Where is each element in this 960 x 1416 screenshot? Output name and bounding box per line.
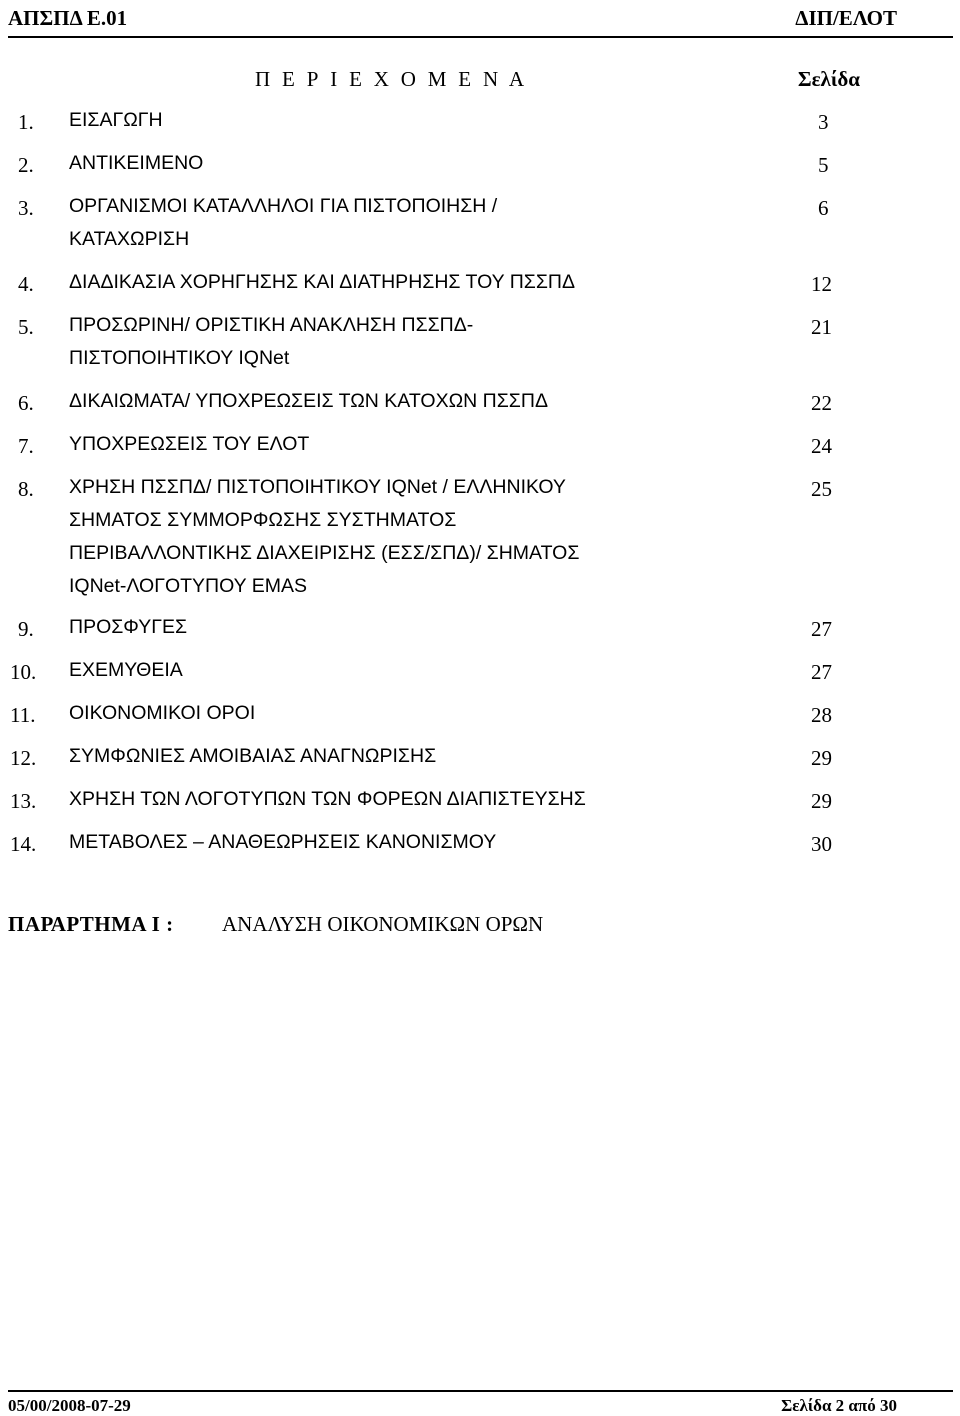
toc-entry-number: 3. [18,196,34,220]
toc-entry-title [69,471,709,603]
toc-entry-page: 24 [811,434,832,458]
toc-entry-number: 10. [10,660,37,684]
toc-entry-title-line: ΠΡΟΣΦΥΓΕΣ [69,616,188,638]
toc-entry-page: 5 [818,153,829,177]
appendix-label: ΠΑΡΑΡΤΗΜΑ Ι : [8,912,174,936]
page-number: Σελίδα 2 από 30 [781,1396,897,1415]
appendix-entry [8,912,544,937]
toc-entry-title-line: ΧΡΗΣΗ ΤΩΝ ΛΟΓΟΤΥΠΩΝ ΤΩΝ ΦΟΡΕΩΝ ΔΙΑΠΙΣΤΕΥΣΗΣ [69,788,586,810]
toc-entry-page: 12 [811,272,832,296]
toc-entry-title-line: ΧΡΗΣΗ ΠΣΣΠΔ/ ΠΙΣΤΟΠΟΙΗΤΙΚΟΥ IQNet / ΕΛΛΗΝΙΚΟΥ [69,476,566,498]
toc-entry-number: 5. [18,315,34,339]
toc-entry-page: 30 [811,832,832,856]
toc-entry-number: 6. [18,391,34,415]
toc-entry-title [69,428,709,461]
toc-entry-title [69,385,709,418]
toc-entry-title-line: ΣΥΜΦΩΝΙΕΣ ΑΜΟΙΒΑΙΑΣ ΑΝΑΓΝΩΡΙΣΗΣ [69,745,437,767]
toc-entry-title [69,697,709,730]
toc-entry-title [69,147,709,180]
toc-title: Π Ε Ρ Ι Ε Χ Ο Μ Ε Ν Α [255,67,528,91]
toc-entry-title-line: IQNet-ΛΟΓΟΤΥΠΟΥ EMAS [69,575,307,597]
document-code: ΑΠΣΠΔ Ε.01 [8,6,128,30]
toc-entry-title-line: ΠΡΟΣΩΡΙΝΗ/ ΟΡΙΣΤΙΚΗ ΑΝΑΚΛΗΣΗ ΠΣΣΠΔ- [69,314,474,336]
issuer-code: ΔΙΠ/ΕΛΟΤ [795,6,897,30]
toc-entry-title-line: ΔΙΚΑΙΩΜΑΤΑ/ ΥΠΟΧΡΕΩΣΕΙΣ ΤΩΝ ΚΑΤΟΧΩΝ ΠΣΣΠΔ [69,390,548,412]
appendix-title: ΑΝΑΛΥΣΗ ΟΙΚΟΝΟΜΙΚΩΝ ΟΡΩΝ [222,912,544,936]
toc-entry-title [69,266,709,299]
toc-entry-number: 7. [18,434,34,458]
toc-entry-title-line: ΔΙΑΔΙΚΑΣΙΑ ΧΟΡΗΓΗΣΗΣ ΚΑΙ ΔΙΑΤΗΡΗΣΗΣ ΤΟΥ ΠΣΣΠΔ [69,271,576,293]
toc-entry-title [69,740,709,773]
toc-entry-number: 12. [10,746,37,770]
toc-entry-title-line: ΜΕΤΑΒΟΛΕΣ – ΑΝΑΘΕΩΡΗΣΕΙΣ ΚΑΝΟΝΙΣΜΟΥ [69,831,497,853]
toc-entry-title-line: ΚΑΤΑΧΩΡΙΣΗ [69,228,190,250]
toc-entry-number: 13. [10,789,37,813]
page-header [8,6,953,38]
toc-entry-number: 8. [18,477,34,501]
toc-entry-page: 25 [811,477,832,501]
toc-entry-title [69,783,709,816]
toc-entry-title-line: ΕΙΣΑΓΩΓΗ [69,109,163,131]
toc-entry-title-line: ΟΙΚΟΝΟΜΙΚΟΙ ΟΡΟΙ [69,702,256,724]
toc-entry-page: 6 [818,196,829,220]
footer-date: 05/00/2008-07-29 [8,1396,131,1415]
page-footer [8,1390,953,1415]
toc-entry-page: 27 [811,660,832,684]
toc-entry-page: 29 [811,746,832,770]
toc-entry-title-line: ΠΕΡΙΒΑΛΛΟΝΤΙΚΗΣ ΔΙΑΧΕΙΡΙΣΗΣ (ΕΣΣ/ΣΠΔ)/ ΣΗΜΑΤΟΣ [69,542,580,564]
toc-entry-number: 2. [18,153,34,177]
toc-entry-number: 4. [18,272,34,296]
toc-entry-title [69,104,709,137]
toc-entry-title [69,190,709,256]
toc-entry-page: 29 [811,789,832,813]
toc-entry-title-line: ΟΡΓΑΝΙΣΜΟΙ ΚΑΤΑΛΛΗΛΟΙ ΓΙΑ ΠΙΣΤΟΠΟΙΗΣΗ / [69,195,498,217]
toc-entry-title [69,826,709,859]
toc-entry-title-line: ΠΙΣΤΟΠΟΙΗΤΙΚΟΥ IQNet [69,347,290,369]
toc-entry-title-line: ΑΝΤΙΚΕΙΜΕΝΟ [69,152,204,174]
toc-entry-title-line: ΕΧΕΜΥΘΕΙΑ [69,659,183,681]
toc-entry-title-line: ΥΠΟΧΡΕΩΣΕΙΣ ΤΟΥ ΕΛΟΤ [69,433,310,455]
toc-entry-number: 1. [18,110,34,134]
toc-page-heading: Σελίδα [797,67,860,91]
toc-entry-page: 22 [811,391,832,415]
toc-entry-page: 27 [811,617,832,641]
toc-entry-title [69,654,709,687]
toc-entry-title [69,611,709,644]
toc-entry-page: 21 [811,315,832,339]
toc-entry-number: 14. [10,832,37,856]
toc-entry-page: 28 [811,703,832,727]
toc-entry-page: 3 [818,110,829,134]
toc-entry-number: 9. [18,617,34,641]
toc-entry-title [69,309,709,375]
toc-entry-title-line: ΣΗΜΑΤΟΣ ΣΥΜΜΟΡΦΩΣΗΣ ΣΥΣΤΗΜΑΤΟΣ [69,509,457,531]
toc-entry-number: 11. [10,703,36,727]
